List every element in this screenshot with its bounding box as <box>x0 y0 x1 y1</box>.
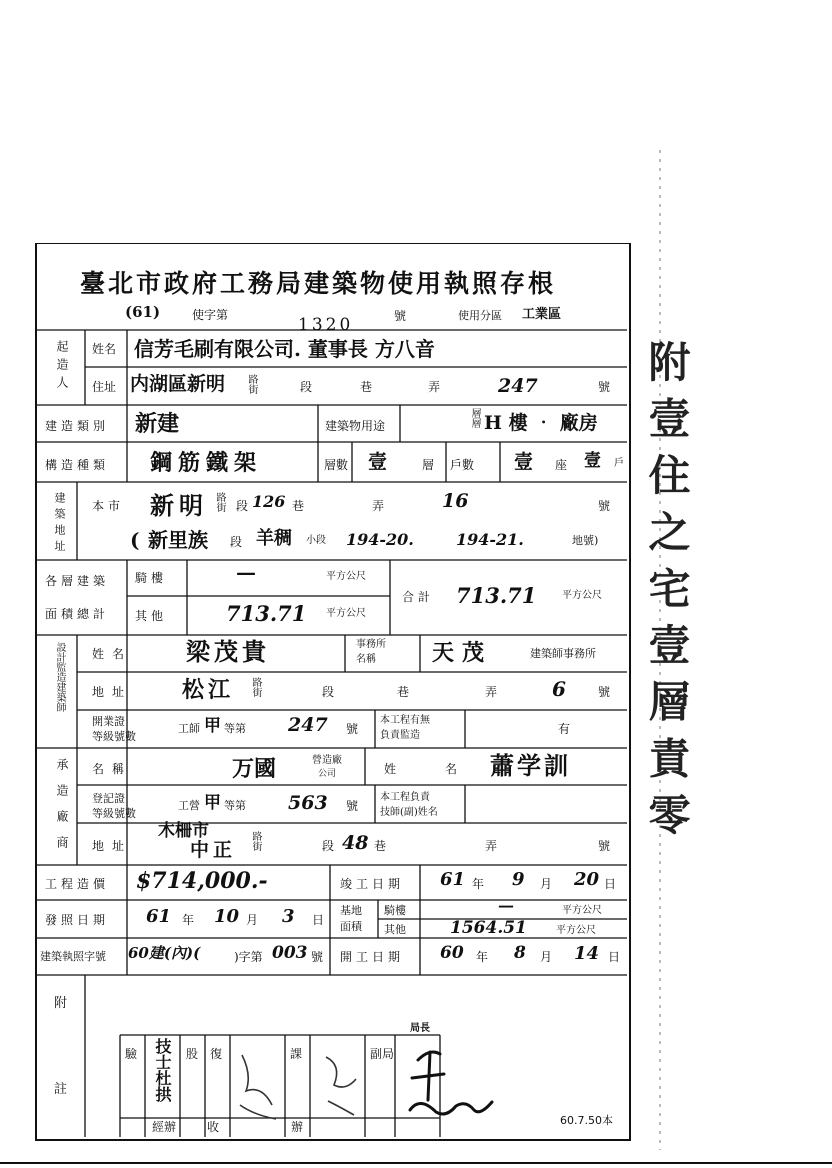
office-value: 天茂 <box>432 640 493 666</box>
cost-label: 工程造價 <box>45 877 110 891</box>
units-value: 壹 <box>514 451 534 473</box>
start-year-label: 年 <box>476 950 489 964</box>
stamp-2: 技士杜拱 <box>153 1038 172 1102</box>
permit-year: (61) <box>125 303 161 321</box>
start-day-label: 日 <box>608 950 621 964</box>
architect-address-value: 松江 <box>182 677 235 703</box>
contractor-tech-label-1: 本工程負責 <box>380 792 430 803</box>
architect-reg-word: 等第 <box>224 722 246 735</box>
units-value-2: 壹 <box>584 451 601 471</box>
start-month-label: 月 <box>540 950 553 964</box>
construction-permit-number: 003 <box>272 943 308 963</box>
zone-label: 使用分區 <box>458 309 502 322</box>
completion-year: 61 <box>440 869 466 890</box>
stamp-3: 股 <box>186 1047 199 1061</box>
applicant-number-value: 247 <box>498 375 538 397</box>
total-value: 713.71 <box>456 583 537 608</box>
architect-reg-prefix: 工師 <box>178 722 200 735</box>
start-label: 開工日期 <box>340 950 405 964</box>
other-unit: 平方公尺 <box>326 608 366 619</box>
contractor-tech-label-2: 技師(副)姓名 <box>380 807 438 818</box>
office-label-2: 名稱 <box>356 654 376 665</box>
zone-value: 工業區 <box>522 307 562 322</box>
permit-hao: 號 <box>394 309 407 323</box>
architect-reg-grade: 甲 <box>204 716 221 736</box>
applicant-address-value: 内湖區新明 <box>130 373 226 395</box>
completion-label: 竣工日期 <box>340 877 405 891</box>
lot-1: 194-20. <box>346 530 414 549</box>
contractor-address-label: 地址 <box>92 839 133 853</box>
start-year: 60 <box>440 943 464 963</box>
issue-day-label: 日 <box>312 913 325 927</box>
contractor-reg-prefix: 工營 <box>178 799 200 812</box>
architect-number-label: 號 <box>598 685 611 699</box>
contractor-reg-hao: 號 <box>346 799 359 813</box>
contractor-person-label-1: 姓 <box>384 762 397 776</box>
building-type-label: 建造類別 <box>45 419 110 433</box>
contractor-company-label-1: 營造廠 <box>312 755 342 766</box>
completion-year-label: 年 <box>472 877 485 891</box>
other-label: 其他 <box>135 609 168 623</box>
building-use-value: H 樓 ‧ 廠房 <box>484 412 598 434</box>
floors-value: 壹 <box>368 451 388 473</box>
completion-month: 9 <box>512 869 525 890</box>
stamp-5: 課 <box>290 1047 303 1061</box>
building-use-label: 建築物用途 <box>325 419 386 433</box>
arcade-unit: 平方公尺 <box>326 571 366 582</box>
floors-label: 層數 <box>324 458 349 472</box>
permit-number: 1320 <box>298 315 354 335</box>
start-month: 8 <box>514 943 526 963</box>
stamp-4: 復 <box>210 1047 223 1061</box>
architect-name-label: 姓名 <box>92 647 133 661</box>
total-label: 合計 <box>402 590 435 604</box>
contractor-reg-label-1: 登記證 <box>92 792 125 805</box>
site-other-label: 其他 <box>384 923 406 936</box>
contractor-reg-grade: 甲 <box>204 793 221 813</box>
architect-name-value: 梁茂貴 <box>186 637 270 666</box>
architect-reg-hao: 號 <box>346 722 359 736</box>
structure-value: 鋼筋鐵架 <box>150 450 263 476</box>
issue-month-label: 月 <box>246 913 259 927</box>
contractor-name-label: 名稱 <box>92 762 133 776</box>
subsection-label: 小段 <box>306 535 326 546</box>
stamp-8: 經辦 <box>152 1120 177 1134</box>
site-other-unit: 平方公尺 <box>556 925 596 936</box>
applicant-number-label: 號 <box>598 380 611 394</box>
architect-engineer-value: 有 <box>558 722 571 736</box>
arcade-label: 騎樓 <box>135 571 168 585</box>
contractor-lane-label: 巷 <box>374 839 387 853</box>
contractor-reg-word: 等第 <box>224 799 246 812</box>
construction-permit-label: 建築執照字號 <box>40 950 106 963</box>
contractor-address-city: 木柵市 <box>158 821 209 841</box>
architect-segment-label: 段 <box>322 685 335 699</box>
architect-road-label: 路街 <box>250 677 261 697</box>
contractor-alley-label: 弄 <box>485 839 498 853</box>
completion-day: 20 <box>574 869 600 890</box>
construction-permit-hao: 號 <box>311 950 324 964</box>
arcade-value: — <box>236 560 256 584</box>
applicant-name-label: 姓名 <box>92 342 117 356</box>
architect-engineer-label-1: 本工程有無 <box>380 715 430 726</box>
start-day: 14 <box>574 943 600 964</box>
lot-2: 194-21. <box>456 530 524 549</box>
contractor-person-value: 蕭学訓 <box>490 751 571 780</box>
contractor-road-label: 路街 <box>250 831 261 851</box>
architect-section-label: 設計監造建築師 <box>54 642 65 712</box>
site-arcade-unit: 平方公尺 <box>562 905 602 916</box>
applicant-lane-label: 巷 <box>360 380 373 394</box>
applicant-road-label: 路街 <box>246 374 257 394</box>
signature-mark <box>400 1040 500 1125</box>
contractor-segment-label: 段 <box>322 839 335 853</box>
land-section-value: 新里族 <box>148 528 208 552</box>
applicant-name-value: 信芳毛刷有限公司. 董事長 方八音 <box>134 337 435 361</box>
site-lane-value: 126 <box>252 492 286 511</box>
units-unit: 座 <box>555 458 568 472</box>
issue-label: 發照日期 <box>45 913 110 927</box>
construction-permit-value: 60建(內)( <box>128 944 201 962</box>
stamp-10: 辦 <box>291 1120 304 1134</box>
issue-year-label: 年 <box>182 913 195 927</box>
site-alley-label: 弄 <box>372 499 385 513</box>
site-road-label: 路街 <box>214 492 225 512</box>
architect-reg-label-1: 開業證 <box>92 715 125 728</box>
land-section-label: 段 <box>230 535 243 549</box>
margin-bleed-text: 附 壹 住 之 宅 壹 層 責 零 <box>642 340 692 835</box>
stamp-7: 局長 <box>410 1023 430 1034</box>
office-label-1: 事務所 <box>356 639 386 650</box>
print-code: 60.7.50本 <box>560 1114 613 1127</box>
contractor-reg-number: 563 <box>288 792 328 814</box>
notes-label-fu: 附 <box>54 996 68 1011</box>
contractor-name-value: 万國 <box>232 756 277 782</box>
site-city-label: 本市 <box>92 499 125 513</box>
site-area-label-2: 面積 <box>340 920 362 933</box>
site-section-label: 建築地址 <box>53 492 66 556</box>
notes-label-zhu: 註 <box>54 1082 68 1097</box>
site-number-label: 號 <box>598 499 611 513</box>
contractor-address-road: 中正 <box>190 839 237 861</box>
permit-word: 使字第 <box>192 308 229 322</box>
contractor-company-label-2: 公司 <box>318 769 337 779</box>
other-value: 713.71 <box>226 601 307 626</box>
site-road-value: 新明 <box>150 491 208 520</box>
signature-scribble-1 <box>232 1045 284 1125</box>
architect-alley-label: 弄 <box>485 685 498 699</box>
stamp-6: 副局 <box>370 1047 395 1061</box>
site-arcade-label: 騎樓 <box>384 904 406 917</box>
office-suffix: 建築師事務所 <box>530 647 596 660</box>
stamp-1: 驗 <box>125 1047 138 1061</box>
site-segment-label: 段 <box>236 499 249 513</box>
contractor-person-label-2: 名 <box>445 762 458 776</box>
area-label-2: 面積總計 <box>45 607 110 621</box>
architect-reg-label-2: 等級號數 <box>92 730 136 743</box>
structure-label: 構造種類 <box>45 458 110 472</box>
architect-reg-number: 247 <box>288 714 328 736</box>
floor-label: 層層 <box>469 408 480 428</box>
construction-permit-word: )字第 <box>234 950 263 964</box>
architect-address-label: 地址 <box>92 685 133 699</box>
architect-number-value: 6 <box>552 677 566 701</box>
lot-label: 地號) <box>572 534 599 547</box>
applicant-alley-label: 弄 <box>428 380 441 394</box>
architect-engineer-label-2: 負責監造 <box>380 730 420 741</box>
document-title: 臺北市政府工務局建築物使用執照存根 <box>80 269 557 298</box>
subsection-value: 羊稠 <box>256 528 292 549</box>
completion-month-label: 月 <box>540 877 553 891</box>
site-arcade-value: — <box>498 896 514 915</box>
stamp-9: 收 <box>207 1120 220 1134</box>
issue-year: 61 <box>146 906 172 927</box>
applicant-segment-label: 段 <box>300 380 313 394</box>
completion-day-label: 日 <box>604 877 617 891</box>
area-label-1: 各層建築 <box>45 574 110 588</box>
floors-unit: 層 <box>422 458 435 472</box>
total-unit: 平方公尺 <box>562 590 602 601</box>
site-area-label-1: 基地 <box>340 904 362 917</box>
contractor-number-label: 號 <box>598 839 611 853</box>
contractor-lane-value: 48 <box>342 832 369 854</box>
site-lane-label: 巷 <box>292 499 305 513</box>
building-type-value: 新建 <box>135 411 180 437</box>
issue-month: 10 <box>214 906 240 927</box>
architect-lane-label: 巷 <box>397 685 410 699</box>
signature-scribble-2 <box>316 1045 364 1125</box>
applicant-address-label: 住址 <box>92 380 117 394</box>
applicant-section-label: 起造人 <box>55 340 69 394</box>
units-label: 戶數 <box>450 458 475 472</box>
site-other-value: 1564.51 <box>450 918 527 938</box>
contractor-reg-label-2: 等級號數 <box>92 807 136 820</box>
issue-day: 3 <box>282 906 295 927</box>
units-unit-2: 戶 <box>614 458 624 469</box>
cost-value: $714,000.- <box>136 868 268 894</box>
contractor-section-label: 承造廠商 <box>55 758 69 862</box>
site-number-value: 16 <box>442 490 469 512</box>
land-prefix: ( <box>130 528 140 552</box>
